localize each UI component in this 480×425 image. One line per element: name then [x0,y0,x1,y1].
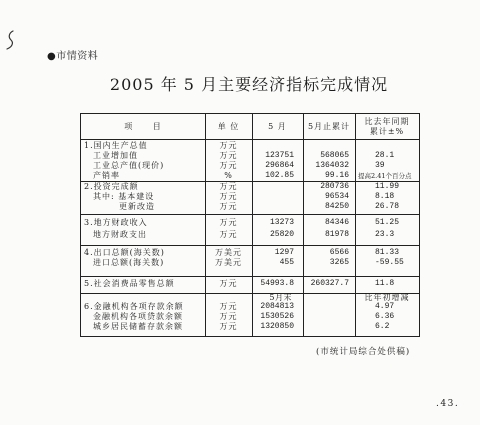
header-unit: 单 位 [217,122,240,131]
cell-may: 455 [279,258,294,267]
cell-unit: 万美元 [215,258,242,267]
cell-may: 1297 [274,248,294,257]
cell-item [81,294,205,302]
cell-unit: 万元 [219,202,238,211]
cell-unit [205,294,252,302]
table-row [81,161,419,171]
page-number: .43. [436,399,460,409]
table-group-gdp [81,139,419,181]
cell-change: 11.8 [375,279,395,288]
header-change-line2: 累计±% [369,127,405,136]
cell-change: 11.99 [375,182,400,191]
cell-item: 地方财政支出 [93,230,147,239]
table-row [81,312,419,322]
cell-cumulative: 260327.7 [310,279,349,288]
cell-cumulative [303,141,355,151]
column-divider [252,114,253,336]
cell-change: 6.36 [375,312,395,321]
cell-item: 4.出口总额(海关数) [84,248,165,257]
cell-change: 4.97 [375,302,395,311]
cell-may: 1320850 [260,322,294,331]
header-change [355,114,419,139]
table-row [81,258,419,268]
header-item: 项 目 [124,122,162,131]
cell-unit: 万元 [219,218,238,227]
page-title: 2005 年 5 月主要经济指标完成情况 [109,75,389,94]
cell-cumulative [303,322,355,332]
cell-item: 产销率 [93,171,120,180]
cell-unit: 万元 [219,230,238,239]
table-group-retail [81,276,419,293]
cell-cumulative: 84250 [324,202,349,211]
cell-unit: 万元 [219,279,238,288]
cell-item: 3.地方财政收入 [84,218,148,227]
cell-cumulative: 568065 [320,151,349,160]
cell-unit: 万元 [219,302,238,311]
cell-cumulative: 81978 [324,230,349,239]
corner-scribble [3,29,17,51]
table-group-investment [81,181,419,214]
cell-item: 更新改造 [119,202,155,211]
cell-change: -59.55 [375,258,404,267]
cell-unit: 万元 [219,322,238,331]
table-row [81,217,419,229]
cell-may: 1530526 [260,312,294,321]
table-row [81,192,419,202]
column-divider [355,114,356,336]
table-group-trade [81,245,419,276]
cell-may [252,192,303,202]
cell-item: 城乡居民储蓄存款余额 [93,322,183,331]
cell-unit: 万元 [219,151,238,160]
cell-cumulative [303,294,355,302]
cell-cumulative: 84346 [324,218,349,227]
cell-may: 123751 [265,151,294,160]
table-group-deposits [81,293,419,336]
cell-item: 工业增加值 [93,151,138,160]
header-may: 5 月 [268,122,287,131]
cell-may: 13273 [269,218,294,227]
table-row [81,322,419,332]
cell-item: 6.金融机构各项存款余额 [84,302,184,311]
cell-item: 工业总产值(现价) [93,161,165,170]
table-row [81,279,419,289]
cell-change: 51.25 [375,218,400,227]
cell-item: 其中: 基本建设 [93,192,155,201]
cell-unit: 万元 [219,312,238,321]
cell-item: 金融机构各项贷款余额 [93,312,183,321]
cell-may: 25820 [269,230,294,239]
table-row [81,151,419,161]
cell-cumulative [303,302,355,312]
cell-change: 8.18 [375,192,395,201]
cell-item: 5.社会消费品零售总额 [84,279,175,288]
cell-may: 5月末 [269,293,292,302]
indicator-table [80,113,420,337]
column-divider [303,114,304,336]
cell-may [252,141,303,151]
cell-may: 2084813 [260,302,294,311]
cell-cumulative: 96534 [324,192,349,201]
cell-item: 进口总额(海关数) [93,258,165,267]
cell-change [355,141,419,151]
cell-unit: 万美元 [215,248,242,257]
cell-change: 26.78 [375,202,400,211]
header-change-line1: 比去年同期 [364,117,410,126]
cell-change: 提高2.41个百分点 [358,172,412,180]
cell-change: 39 [375,161,385,170]
cell-change: 81.33 [375,248,400,257]
cell-change: 28.1 [375,151,395,160]
cell-unit: 万元 [219,182,238,191]
section-label: ●市情资料 [47,51,99,62]
cell-change: 6.2 [375,322,390,331]
table-group-finance [81,214,419,245]
cell-may: 102.85 [265,171,294,180]
cell-cumulative: 6566 [329,248,349,257]
table-row [81,141,419,151]
source-note: (市统计局综合处供稿) [316,347,411,357]
table-row [81,202,419,212]
table-row [81,182,419,192]
cell-change: 23.3 [375,230,395,239]
cell-change: 比年初增减 [364,293,410,302]
table-row [81,248,419,258]
cell-cumulative: 3265 [329,258,349,267]
cell-may: 296864 [265,161,294,170]
cell-unit: 万元 [219,161,238,170]
table-row [81,302,419,312]
cell-may [252,182,303,192]
cell-unit: 万元 [219,192,238,201]
cell-unit: % [224,171,233,180]
cell-cumulative: 99.16 [324,171,349,180]
cell-cumulative: 280736 [320,182,349,191]
cell-may: 54993.8 [260,279,294,288]
table-subheader-row [81,294,419,302]
table-row [81,229,419,241]
table-row [81,171,419,181]
table-header-row [81,114,419,139]
cell-cumulative [303,312,355,322]
header-cumulative: 5月止累计 [307,122,351,131]
cell-item: 2.投资完成额 [84,182,139,191]
cell-item: 1.国内生产总值 [84,141,148,150]
cell-unit: 万元 [219,141,238,150]
column-divider [205,114,206,336]
cell-may [252,202,303,212]
cell-cumulative: 1364032 [315,161,349,170]
